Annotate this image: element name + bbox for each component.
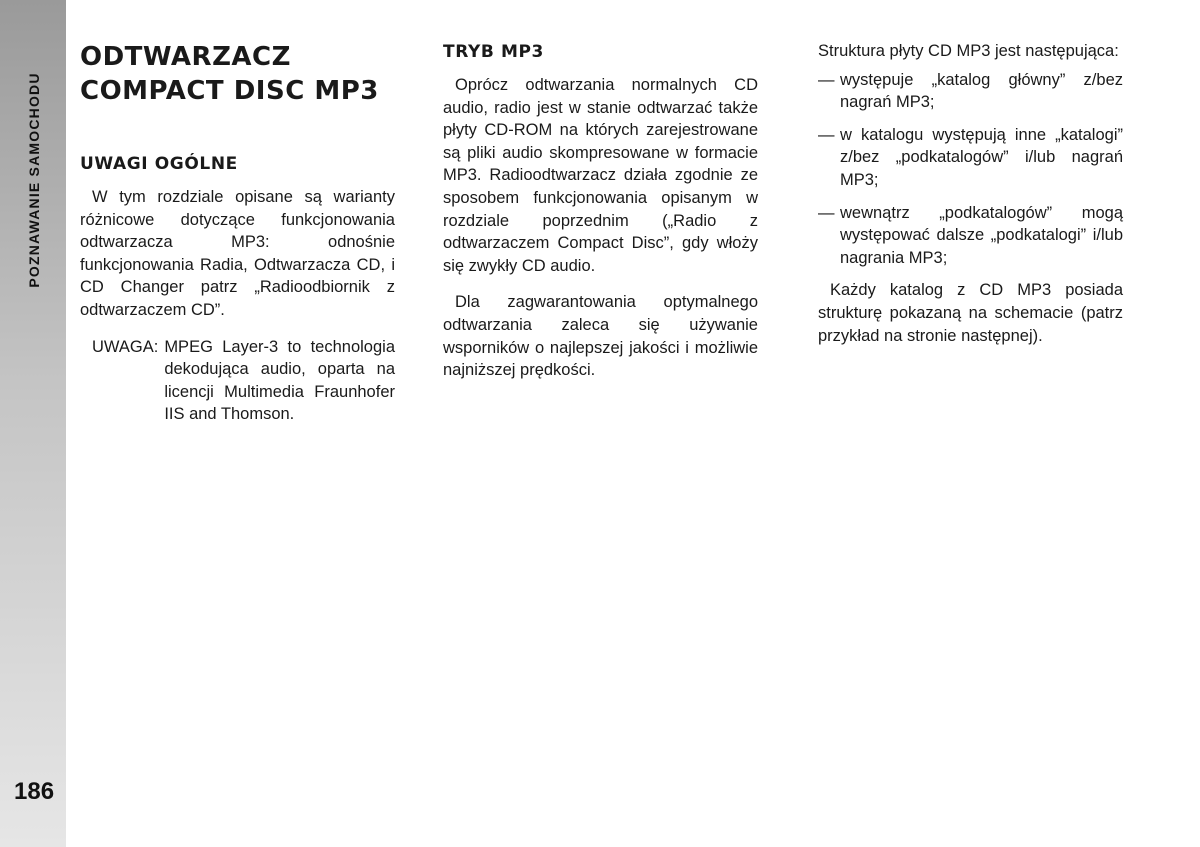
mp3-mode-paragraph-2: Dla zagwarantowania optymalnego odtwarzania zaleca się używanie wsporników o najlepszej jakości i możliwie najniższej prędkości. xyxy=(443,293,758,380)
sidebar xyxy=(0,0,66,847)
list-item xyxy=(818,124,1123,192)
section-title: POZNAWANIE SAMOCHODU xyxy=(26,72,42,288)
general-notes-paragraph: W tym rozdziale opisane są warianty różnicowe dotyczące funkcjonowania odtwarzacza MP3: odnośnie funkcjonowania Radia, Odtwarzacza CD, i CD Changer patrz „Radioodbiornik z odtwarzaczem CD”. xyxy=(80,188,395,319)
note-block xyxy=(80,336,395,426)
page-number: 186 xyxy=(14,778,55,805)
structure-intro: Struktura płyty CD MP3 jest następująca: xyxy=(818,42,1119,60)
page-title-line-1: ODTWARZACZ xyxy=(80,42,291,72)
heading-mp3-mode: TRYB MP3 xyxy=(443,42,544,62)
list-item-text: w katalogu występują inne „katalogi” z/bez „podkatalogów” i/lub nagrań MP3; xyxy=(840,125,1123,189)
page-title-line-2: COMPACT DISC MP3 xyxy=(80,76,379,106)
structure-closing: Każdy katalog z CD MP3 posiada strukturę pokazaną na schemacie (patrz przykład na stronie następnej). xyxy=(818,281,1123,345)
list-item xyxy=(818,69,1123,114)
dash-bullet: — xyxy=(818,203,835,222)
list-item xyxy=(818,202,1123,270)
subheading-general-notes: UWAGI OGÓLNE xyxy=(80,154,238,174)
list-item-text: wewnątrz „podkatalogów” mogą występować dalsze „podkatalogi” i/lub nagrania MP3; xyxy=(840,203,1123,267)
mp3-mode-paragraph-1: Oprócz odtwarzania normalnych CD audio, radio jest w stanie odtwarzać także płyty CD-ROM na których zarejestrowane są pliki audio skompresowane w formacie MP3. Radioodtwarzacz działa zgodnie ze sposobem funkcjonowania opisanym w rozdziale poprzednim („Radio z odtwarzaczem Compact Disc”, gdy włoży się zwykły CD audio. xyxy=(443,76,758,275)
page-title xyxy=(80,40,395,108)
dash-bullet: — xyxy=(818,70,835,89)
list-item-text: występuje „katalog główny” z/bez nagrań MP3; xyxy=(840,70,1123,112)
column-2 xyxy=(443,40,758,396)
note-text: MPEG Layer-3 to technologia dekodująca audio, oparta na licencji Multimedia Fraunhofer IIS and Thomson. xyxy=(164,337,395,424)
column-1 xyxy=(80,40,395,426)
dash-bullet: — xyxy=(818,125,835,144)
note-label: UWAGA: xyxy=(92,337,159,356)
column-3 xyxy=(818,40,1123,361)
structure-list xyxy=(818,69,1123,270)
